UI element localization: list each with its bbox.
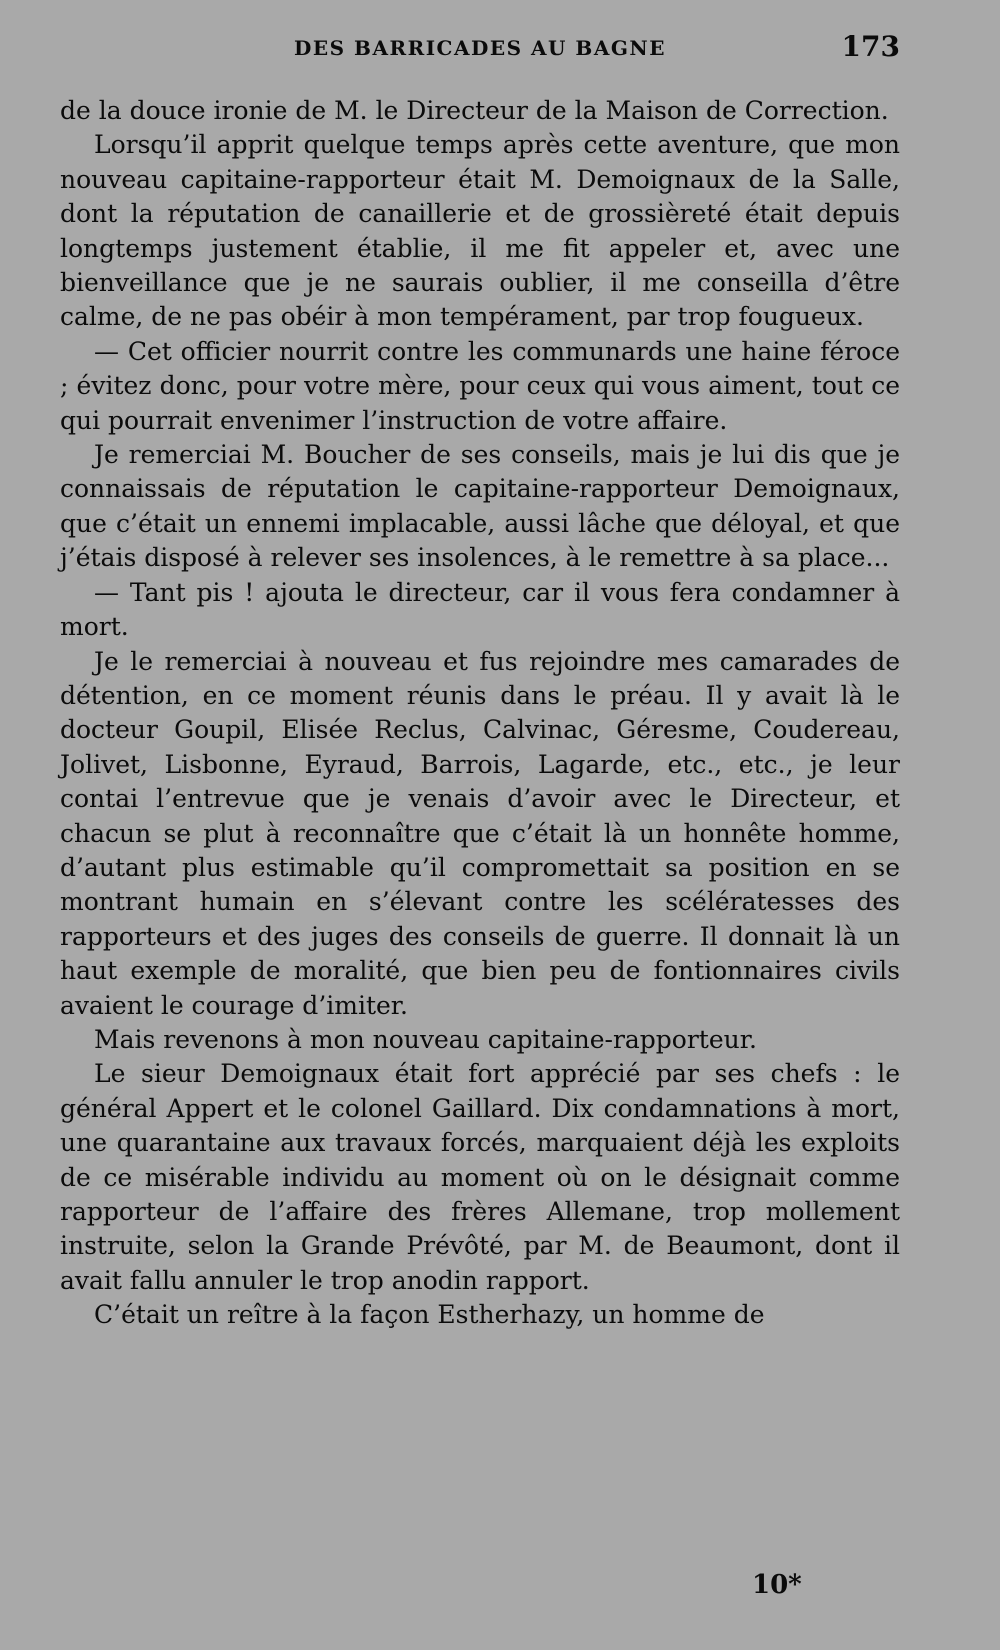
paragraph-4: Je remerciai M. Boucher de ses conseils, mais je lui dis que je connaissais de réputation le capitaine-rapporteur Demoignaux, que c’était un ennemi implacable, aussi lâche que déloyal, et que j’étais disposé à relever ses insolences, à le remettre à sa place... xyxy=(60,440,900,573)
paragraph-7: Mais revenons à mon nouveau capitaine-rapporteur. xyxy=(94,1024,757,1054)
paragraph-5: — Tant pis ! ajouta le directeur, car il vous fera condamner à mort. xyxy=(60,577,900,642)
running-title: DES BARRICADES AU BAGNE xyxy=(294,36,666,60)
signature-mark: 10* xyxy=(752,1570,802,1600)
paragraph-6: Je le remerciai à nouveau et fus rejoindre mes camarades de détention, en ce moment réunis dans le préau. Il y avait là le docteur Goupil, Elisée Reclus, Calvinac, Géresme, Coudereau, Jolivet, Lisbonne, Eyraud, Barrois, Lagarde, etc., etc., je leur contai l’entrevue que je venais d’avoir avec le Directeur, et chacun se plut à reconnaître que c’était là un honnête homme, d’autant plus estimable qu’il compromettait sa position en se montrant humain en s’élevant contre les scélératesses des rapporteurs et des juges des conseils de guerre. Il donnait là un haut exemple de moralité, que bien peu de fontionnaires civils avaient le courage d’imiter. xyxy=(60,646,900,1020)
paragraph-3: — Cet officier nourrit contre les communards une haine féroce ; évitez donc, pour votre mère, pour ceux qui vous aiment, tout ce qui pourrait envenimer l’instruction de votre affaire. xyxy=(60,336,900,435)
paragraph-8: Le sieur Demoignaux était fort apprécié par ses chefs : le général Appert et le colonel Gaillard. Dix condamnations à mort, une quarantaine aux travaux forcés, marquaient déjà les exploits de ce misérable individu au moment où on le désignait comme rapporteur de l’affaire des frères Allemane, trop mollement instruite, selon la Grande Prévôté, par M. de Beaumont, dont il avait fallu annuler le trop anodin rapport. xyxy=(60,1059,900,1295)
paragraph-1: de la douce ironie de M. le Directeur de la Maison de Correction. xyxy=(60,96,889,125)
page-number: 173 xyxy=(841,30,900,63)
running-head xyxy=(60,30,900,70)
paragraph-9: C’était un reître à la façon Estherhazy, un homme de xyxy=(94,1300,765,1330)
body-text xyxy=(60,94,900,1333)
paragraph-2: Lorsqu’il apprit quelque temps après cette aventure, que mon nouveau capitaine-rapporteur était M. Demoignaux de la Salle, dont la réputation de canaillerie et de grossièreté était depuis longtemps justement établie, il me fit appeler et, avec une bienveillance que je ne saurais oublier, il me conseilla d’être calme, de ne pas obéir à mon tempérament, par trop fougueux. xyxy=(60,130,900,332)
